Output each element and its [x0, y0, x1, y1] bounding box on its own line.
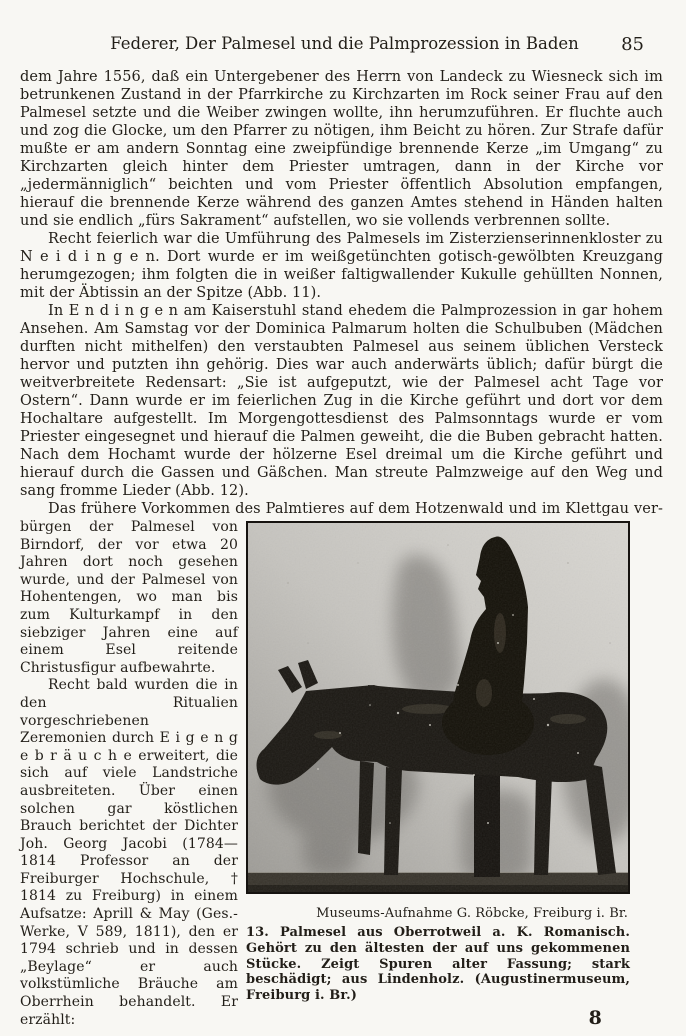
paragraph-3: In E n d i n g e n am Kaiserstuhl stand ehedem die Palmprozession in gar hohem Ansehen. Am Samstag vor der Dominica Palmarum holten die Schulbuben (Mädchen durften nicht mithelfen) den verstaubten Palmesel aus seinem üblichen Versteck hervor und putzten ihn gehörig. Dies war auch anderwärts üblich; dafür bürgt die weitverbreitete Redensart: „Sie ist aufgeputzt, wie der Palmesel acht Tage vor Ostern“. Dann wurde er im feierlichen Zug in die Kirche geführt und dort vor dem Hochaltare aufgestellt. Im Morgengottesdienst des Palmsonntags wurde er vom Priester eingesegnet und hierauf die Palmen geweiht, die die Buben gebracht hatten. Nach dem Hochamt wurde der hölzerne Esel dreimal um die Kirche geführt und hierauf durch die Gassen und Gäßchen. Man streute Palmzweige auf den Weg und sang fromme Lieder (Abb. 12).: [20, 303, 663, 499]
text-columns: [20, 519, 663, 1029]
body-text: [20, 68, 663, 1029]
column-paragraph-1: bürgen der Palmesel von Birndorf, der vor etwa 20 Jahren dort noch gesehen wurde, und der Palmesel von Hohentengen, wo man bis zum Kulturkampf in den siebziger Jahren eine auf einem Esel reitende Christusfigur aufbewahrte.: [20, 519, 238, 676]
page-number: 85: [621, 34, 644, 55]
paragraph-2: Recht feierlich war die Umführung des Palmesels im Zisterzienserinnenkloster zu N e i d i n g e n. Dort wurde er im weißgetünchten gotisch-gewölbten Kreuzgang herumgezogen; ihm folgten die in weißer faltigwallender Kukulle gehüllten Nonnen, mit der Äbtissin an der Spitze (Abb. 11).: [20, 231, 663, 301]
paragraph-4-intro: Das frühere Vorkommen des Palmtieres auf dem Hotzenwald und im Klettgau ver-: [48, 501, 663, 517]
header-title: Federer, Der Palmesel und die Palmprozession in Baden: [110, 34, 579, 53]
photo-grain: [248, 523, 628, 892]
palmesel-photo: [248, 523, 628, 892]
sheet-number: 8: [588, 1006, 602, 1029]
running-head: [45, 34, 644, 54]
figure-block: [238, 519, 663, 1027]
figure-caption: 13. Palmesel aus Oberrotweil a. K. Romanisch. Gehört zu den ältesten der auf uns gekommenen Stücke. Zeigt Spuren alter Fassung; stark beschädigt; aus Lindenholz. (Augustinermuseum, Freiburg i. Br.): [246, 925, 630, 1004]
left-column: [20, 519, 238, 1029]
photo-frame: [246, 521, 630, 894]
column-paragraph-2: Recht bald wurden die in den Ritualien vorgeschriebenen Zeremonien durch E i g e n g e b r ä u c h e erweitert, die sich auf viele Landstriche ausbreiteten. Über einen solchen gar köstlichen Brauch berichtet der Dichter Joh. Georg Jacobi (1784—1814 Professor an der Freiburger Hochschule, † 1814 zu Freiburg) in einem Aufsatze: Aprill & May (Ges.-Werke, V 589, 1811), den er 1794 schrieb und in dessen „Beylage“ er auch volkstümliche Bräuche am Oberrhein behandelt. Er erzählt:: [20, 677, 238, 1028]
photo-credit: Museums-Aufnahme G. Röbcke, Freiburg i. Br.: [316, 906, 628, 921]
paragraph-1: dem Jahre 1556, daß ein Untergebener des Herrn von Landeck zu Wiesneck sich im betrunkenen Zustand in der Pfarrkirche zu Kirchzarten im Rock seiner Frau auf den Palmesel setzte und die Weiber zwingen wollte, ihn herumzuführen. Er fluchte auch und zog die Glocke, um den Pfarrer zu nötigen, ihm Beicht zu hören. Zur Strafe dafür mußte er am andern Sonntag eine zweipfündige brennende Kerze „im Umgang“ zu Kirchzarten gleich hinter dem Priester umtragen, dann in der Kirche vor „jedermänniglich“ beichten und vom Priester öffentlich Absolution empfangen, hierauf die brennende Kerze während des ganzen Amtes stehend in Händen halten und sie endlich „fürs Sakrament“ aufstellen, wo sie vollends verbrennen sollte.: [20, 69, 663, 229]
